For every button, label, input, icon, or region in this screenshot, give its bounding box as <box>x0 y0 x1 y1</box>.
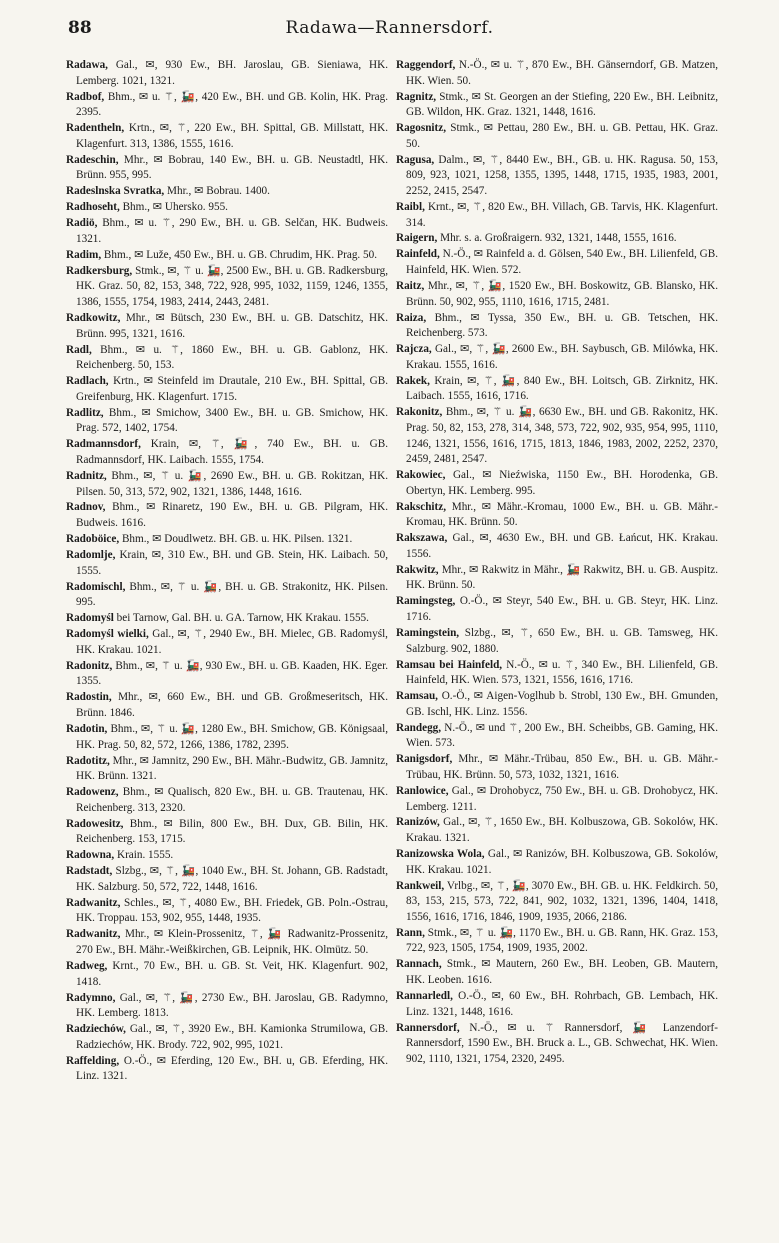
entry-details: Krtn., ✉ Steinfeld im Drautale, 210 Ew., BH. Spittal, GB. Greifenburg, HK. Klagenfurt. 1715. <box>76 375 388 403</box>
entry-placename: Rakowiec, <box>396 469 446 482</box>
entry-details: Gal., ✉ Ranizów, BH. Kolbuszowa, GB. Sokolów, HK. Krakau. 1021. <box>406 848 718 876</box>
right-column <box>396 58 718 1068</box>
page-header <box>0 0 779 50</box>
entry-placename: Radowenz, <box>66 786 119 799</box>
entry-details: Krnt., 70 Ew., BH. u. GB. St. Veit, HK. Klagenfurt. 902, 1418. <box>76 959 388 988</box>
entry-placename: Radeslnska Svratka, <box>66 185 165 198</box>
running-head: Radawa—Rannersdorf. <box>285 18 494 38</box>
entry-placename: Ramsau, <box>396 690 438 703</box>
gazetteer-entry <box>396 153 718 200</box>
entry-placename: Radkersburg, <box>66 264 133 277</box>
entry-details: O.-Ö., ✉, 60 Ew., BH. Rohrbach, GB. Lembach, HK. Linz. 1321, 1448, 1616. <box>406 989 718 1018</box>
entry-details: Gal., ✉, 930 Ew., BH. Jaroslau, GB. Sieniawa, HK. Lemberg. 1021, 1321. <box>76 59 388 87</box>
entry-placename: Radawa, <box>66 59 108 71</box>
entry-placename: Radnov, <box>66 501 106 514</box>
entry-placename: Rannach, <box>396 958 442 971</box>
entry-placename: Radostin, <box>66 691 112 704</box>
entry-details: N.-Ö., ✉ u. ⚚, 340 Ew., BH. Lilienfeld, GB. Hainfeld, HK. Wien. 573, 1321, 1556, 1616, 1716. <box>406 658 719 687</box>
entry-details: Krain. 1555. <box>114 849 174 862</box>
entry-details: Mhr., ✉ Bütsch, 230 Ew., BH. u. GB. Datschitz, HK. Brünn. 995, 1321, 1616. <box>76 312 388 340</box>
gazetteer-entry <box>66 896 388 927</box>
entry-details: Bhm., ✉ Qualisch, 820 Ew., BH. u. GB. Trautenau, HK. Reichenberg. 313, 2320. <box>76 786 388 814</box>
entry-placename: Radomischl, <box>66 580 126 593</box>
gazetteer-entry <box>396 658 718 689</box>
entry-details: Gal., ✉, 4630 Ew., BH. und GB. Łańcut, HK. Krakau. 1556. <box>406 532 718 560</box>
gazetteer-entry <box>66 58 388 89</box>
entry-placename: Ragusa, <box>396 153 435 166</box>
gazetteer-entry <box>66 184 388 200</box>
entry-placename: Radomyśl wielki, <box>66 628 149 641</box>
gazetteer-entry <box>396 721 718 752</box>
entry-placename: Radweg, <box>66 959 108 972</box>
gazetteer-entry <box>66 959 388 990</box>
gazetteer-entry <box>66 1054 388 1085</box>
gazetteer-entry <box>396 468 718 499</box>
entry-placename: Radlach, <box>66 375 109 388</box>
entry-placename: Radentheln, <box>66 122 125 135</box>
gazetteer-entry <box>396 815 718 846</box>
gazetteer-entry <box>66 848 388 864</box>
gazetteer-entry <box>66 532 388 548</box>
entry-details: Mhr., ✉ Bobrau, 140 Ew., BH. u. GB. Neustadtl, HK. Brünn. 955, 995. <box>76 153 388 182</box>
gazetteer-entry <box>66 817 388 848</box>
entry-details: Bhm., ✉ Bilin, 800 Ew., BH. Dux, GB. Bilin, HK. Reichenberg. 153, 1715. <box>76 817 388 846</box>
gazetteer-entry <box>396 689 718 720</box>
entry-details: Bhm., ✉, ⚚ u. 🚂, 930 Ew., BH. u. GB. Kaaden, HK. Eger. 1355. <box>76 659 388 688</box>
entry-details: Mhr. s. a. Großraigern. 932, 1321, 1448, 1555, 1616. <box>437 232 677 245</box>
entry-details: O.-Ö., ✉ Eferding, 120 Ew., BH. u, GB. Eferding, HK. Linz. 1321. <box>76 1054 388 1083</box>
entry-placename: Ragnitz, <box>396 90 437 103</box>
gazetteer-entry <box>66 1022 388 1053</box>
gazetteer-entry <box>396 784 718 815</box>
entry-details: Mhr., ✉, 660 Ew., BH. und GB. Großmeseritsch, HK. Brünn. 1846. <box>76 691 388 719</box>
entry-details: Gal., ✉, ⚚, 3920 Ew., BH. Kamionka Strumilowa, GB. Radziechów, HK. Brody. 722, 902, 995, 1021. <box>76 1023 388 1051</box>
gazetteer-entry <box>396 957 718 988</box>
entry-details: Bhm., ✉ Luže, 450 Ew., BH. u. GB. Chrudim, HK. Prag. 50. <box>101 248 378 261</box>
entry-placename: Raggendorf, <box>396 59 456 71</box>
entry-details: N.-Ö., ✉ und ⚚, 200 Ew., BH. Scheibbs, GB. Gaming, HK. Wien. 573. <box>406 721 718 750</box>
entry-details: Gal., ✉, ⚚, 1650 Ew., BH. Kolbuszowa, GB. Sokolów, HK. Krakau. 1321. <box>406 816 718 845</box>
entry-placename: Ranlowice, <box>396 784 449 797</box>
gazetteer-entry <box>396 279 718 310</box>
entry-placename: Rannersdorf, <box>396 1021 460 1034</box>
entry-details: Krain, ✉, ⚚, 🚂, 740 Ew., BH. u. GB. Radmannsdorf, HK. Laibach. 1555, 1754. <box>76 438 388 466</box>
gazetteer-entry <box>396 1021 718 1068</box>
entry-placename: Radomyśl <box>66 612 114 625</box>
gazetteer-entry <box>396 594 718 625</box>
entry-placename: Radziechów, <box>66 1023 126 1036</box>
gazetteer-entry <box>396 500 718 531</box>
entry-placename: Radowesitz, <box>66 817 124 830</box>
entry-placename: Radlitz, <box>66 406 104 419</box>
entry-details: Bhm., ✉ Smichow, 3400 Ew., BH. u. GB. Smichow, HK. Prag. 572, 1402, 1754. <box>76 406 388 435</box>
entry-placename: Radoböice, <box>66 533 120 546</box>
entry-details: Vrlbg., ✉, ⚚, 🚂, 3070 Ew., BH. GB. u. HK. Feldkirch. 50, 83, 153, 215, 573, 722, 841, 902, 1032, 1321, 1396, 1404, 1418, 1556, 1616, 1716, 1846, 1909, 1935, 2066, 2186. <box>406 879 718 923</box>
gazetteer-entry <box>396 374 718 405</box>
entry-details: Stmk., ✉ St. Georgen an der Stiefing, 220 Ew., BH. Leibnitz, GB. Wildon, HK. Graz. 1321, 1448, 1616. <box>406 90 718 119</box>
gazetteer-entry <box>66 785 388 816</box>
gazetteer-entry <box>396 311 718 342</box>
entry-details: Bhm., ✉ u. ⚚, 1860 Ew., BH. u. GB. Gablonz, HK. Reichenberg. 50, 153. <box>76 343 388 372</box>
entry-placename: Radomlje, <box>66 549 116 562</box>
entry-details: Stmk., ✉, ⚚ u. 🚂, 2500 Ew., BH. u. GB. Radkersburg, HK. Graz. 50, 82, 153, 348, 722, 928, 995, 1032, 1159, 1246, 1355, 1386, 1555, 1754, 1983, 2414, 2443, 2481. <box>76 264 388 309</box>
entry-placename: Rakonitz, <box>396 406 443 419</box>
entry-placename: Ramingsteg, <box>396 595 456 608</box>
entry-placename: Randegg, <box>396 721 442 734</box>
entry-details: Bhm., ✉ Uhersko. 955. <box>119 201 228 214</box>
gazetteer-entry <box>396 879 718 926</box>
entry-placename: Radiö, <box>66 217 98 230</box>
entry-placename: Raffelding, <box>66 1054 120 1067</box>
gazetteer-entry <box>66 311 388 342</box>
entry-placename: Ranizów, <box>396 816 440 829</box>
entry-details: Gal., ✉, ⚚, 🚂, 2730 Ew., BH. Jaroslau, GB. Radymno, HK. Lemberg. 1813. <box>76 991 388 1020</box>
gazetteer-entry <box>66 580 388 611</box>
entry-details: Mhr., ✉ Klein-Prossenitz, ⚚, 🚂 Radwanitz-Prossenitz, 270 Ew., BH. Mähr.-Weißkirchen, GB. Leipnik, HK. Olmütz. 50. <box>76 928 388 956</box>
gazetteer-entry <box>396 342 718 373</box>
entry-placename: Rajcza, <box>396 343 432 356</box>
entry-details: N.-Ö., ✉ u. ⚚ Rannersdorf, 🚂 Lanzendorf-Rannersdorf, 1590 Ew., BH. Bruck a. L., GB. Schwechat, HK. Wien. 902, 1110, 1321, 1754, 2320, 2495. <box>406 1021 718 1065</box>
entry-placename: Rankweil, <box>396 879 445 892</box>
gazetteer-entry <box>66 627 388 658</box>
entry-details: bei Tarnow, Gal. BH. u. GA. Tarnow, HK Krakau. 1555. <box>113 612 369 625</box>
entry-placename: Radymno, <box>66 991 116 1004</box>
gazetteer-entry <box>66 374 388 405</box>
gazetteer-entry <box>66 200 388 216</box>
entry-placename: Rakschitz, <box>396 500 447 513</box>
entry-details: Bhm., ✉, ⚚ u. 🚂, 2690 Ew., BH. u. GB. Rokitzan, HK. Pilsen. 50, 313, 572, 902, 1321, 1386, 1448, 1616. <box>76 469 388 498</box>
gazetteer-entry <box>66 500 388 531</box>
gazetteer-entry <box>66 690 388 721</box>
gazetteer-entry <box>66 264 388 311</box>
entry-details: Bhm., ✉ Rinaretz, 190 Ew., BH. u. GB. Pilgram, HK. Budweis. 1616. <box>76 501 388 530</box>
gazetteer-entry <box>396 200 718 231</box>
gazetteer-entry <box>66 548 388 579</box>
gazetteer-entry <box>66 437 388 468</box>
gazetteer-entry <box>396 90 718 121</box>
entry-placename: Radotitz, <box>66 754 110 767</box>
gazetteer-entry <box>396 989 718 1020</box>
entry-placename: Radowna, <box>66 849 115 862</box>
gazetteer-entry <box>66 611 388 627</box>
entry-details: Stmk., ✉, ⚚ u. 🚂, 1170 Ew., BH. u. GB. Rann, HK. Graz. 153, 722, 923, 1505, 1754, 1909, 1935, 2002. <box>406 926 718 955</box>
gazetteer-entry <box>66 216 388 247</box>
entry-details: Stmk., ✉ Pettau, 280 Ew., BH. u. GB. Pettau, HK. Graz. 50. <box>406 122 718 150</box>
entry-details: Stmk., ✉ Mautern, 260 Ew., BH. Leoben, GB. Mautern, HK. Leoben. 1616. <box>406 958 718 986</box>
entry-details: Schles., ✉, ⚚, 4080 Ew., BH. Friedek, GB. Poln.-Ostrau, HK. Troppau. 153, 902, 955, 1448, 1935. <box>76 896 388 925</box>
entry-details: N.-Ö., ✉ Rainfeld a. d. Gölsen, 540 Ew., BH. Lilienfeld, GB. Hainfeld, HK. Wien. 572. <box>406 248 718 277</box>
entry-placename: Ragosnitz, <box>396 122 447 135</box>
gazetteer-entry <box>396 752 718 783</box>
entry-details: Bhm., ✉ u. ⚚, 🚂, 420 Ew., BH. und GB. Kolin, HK. Prag. 2395. <box>76 90 388 119</box>
entry-placename: Radwanitz, <box>66 896 121 909</box>
gazetteer-entry <box>66 248 388 264</box>
entry-placename: Ranizowska Wola, <box>396 848 485 861</box>
entry-details: Krtn., ✉, ⚚, 220 Ew., BH. Spittal, GB. Millstatt, HK. Klagenfurt. 313, 1386, 1555, 1616. <box>76 122 388 150</box>
entry-details: Bhm., ✉ u. ⚚, 290 Ew., BH. u. GB. Selčan, HK. Budweis. 1321. <box>76 217 388 245</box>
gazetteer-entry <box>66 659 388 690</box>
entry-details: Dalm., ✉, ⚚, 8440 Ew., BH., GB. u. HK. Ragusa. 50, 153, 809, 923, 1021, 1258, 1355, 1395, 1448, 1715, 1935, 1983, 2001, 2252, 2415, 2547. <box>406 153 718 197</box>
entry-details: Gal., ✉ Drohobycz, 750 Ew., BH. u. GB. Drohobycz, HK. Lemberg. 1211. <box>406 784 718 813</box>
entry-placename: Radkowitz, <box>66 312 121 325</box>
entry-details: Gal., ✉, ⚚, 2940 Ew., BH. Mielec, GB. Radomyśl, HK. Krakau. 1021. <box>76 628 388 656</box>
entry-details: Slzbg., ✉, ⚚, 650 Ew., BH. u. GB. Tamsweg, HK. Salzburg. 902, 1880. <box>406 627 718 655</box>
entry-placename: Radnitz, <box>66 469 107 482</box>
entry-placename: Rann, <box>396 926 425 939</box>
entry-placename: Radl, <box>66 343 92 356</box>
entry-placename: Radhoseht, <box>66 201 120 214</box>
entry-placename: Rannarledl, <box>396 989 453 1002</box>
entry-placename: Rakek, <box>396 374 430 387</box>
entry-placename: Rakszawa, <box>396 532 448 545</box>
entry-placename: Rainfeld, <box>396 248 440 261</box>
entry-placename: Ranigsdorf, <box>396 753 453 766</box>
entry-details: Krnt., ✉, ⚚, 820 Ew., BH. Villach, GB. Tarvis, HK. Klagenfurt. 314. <box>406 200 718 229</box>
entry-details: Bhm., ✉ Tyssa, 350 Ew., BH. u. GB. Tetschen, HK. Reichenberg. 573. <box>406 311 718 340</box>
entry-details: Bhm., ✉, ⚚ u. 🚂, BH. u. GB. Strakonitz, HK. Pilsen. 995. <box>76 580 388 609</box>
entry-placename: Radonitz, <box>66 659 113 672</box>
gazetteer-entry <box>66 121 388 152</box>
entry-details: Gal., ✉ Nieźwiska, 1150 Ew., BH. Horodenka, GB. Obertyn, HK. Lemberg. 995. <box>406 469 718 497</box>
entry-placename: Ramingstein, <box>396 627 460 640</box>
entry-details: Mhr., ✉, ⚚, 🚂, 1520 Ew., BH. Boskowitz, GB. Blansko, HK. Brünn. 50, 902, 955, 1110, 1616, 1715, 2481. <box>406 280 718 308</box>
entry-placename: Raibl, <box>396 200 425 213</box>
gazetteer-entry <box>66 991 388 1022</box>
entry-details: Bhm., ✉ Doudlwetz. BH. GB. u. HK. Pilsen. 1321. <box>119 533 353 546</box>
gazetteer-entry <box>396 926 718 957</box>
entry-details: Mhr., ✉ Jamnitz, 290 Ew., BH. Mähr.-Budwitz, GB. Jamnitz, HK. Brünn. 1321. <box>76 754 388 783</box>
gazetteer-entry <box>66 754 388 785</box>
entry-details: Bhm., ✉, ⚚ u. 🚂, 6630 Ew., BH. und GB. Rakonitz, HK. Prag. 50, 82, 153, 278, 314, 348, 573, 722, 902, 935, 954, 995, 1110, 1246, 1321, 1556, 1616, 1715, 1813, 1846, 1983, 2002, 2252, 2370, 2459, 2481, 2547. <box>406 406 718 466</box>
entry-details: Mhr., ✉ Rakwitz in Mähr., 🚂 Rakwitz, BH. u. GB. Auspitz. HK. Brünn. 50. <box>406 563 718 592</box>
entry-placename: Raitz, <box>396 280 425 293</box>
entry-placename: Raigern, <box>396 232 438 245</box>
entry-placename: Radstadt, <box>66 865 113 878</box>
gazetteer-entry <box>396 847 718 878</box>
entry-details: O.-Ö., ✉ Aigen-Voglhub b. Strobl, 130 Ew., BH. Gmunden, GB. Ischl, HK. Linz. 1556. <box>406 690 718 718</box>
entry-placename: Ramsau bei Hainfeld, <box>396 658 503 671</box>
entry-details: O.-Ö., ✉ Steyr, 540 Ew., BH. u. GB. Steyr, HK. Linz. 1716. <box>406 595 718 624</box>
entry-placename: Radwanitz, <box>66 928 121 941</box>
entry-placename: Rakwitz, <box>396 563 439 576</box>
entry-details: Mhr., ✉ Bobrau. 1400. <box>164 185 270 198</box>
entry-placename: Radotin, <box>66 722 108 735</box>
gazetteer-entry <box>66 90 388 121</box>
gazetteer-entry <box>66 927 388 958</box>
gazetteer-entry <box>66 153 388 184</box>
left-column <box>66 58 388 1085</box>
entry-details: Gal., ✉, ⚚, 🚂, 2600 Ew., BH. Saybusch, GB. Milówka, HK. Krakau. 1555, 1616. <box>406 343 718 371</box>
entry-details: Slzbg., ✉, ⚚, 🚂, 1040 Ew., BH. St. Johann, GB. Radstadt, HK. Salzburg. 50, 572, 722, 1448, 1616. <box>76 865 388 893</box>
gazetteer-entry <box>396 563 718 594</box>
entry-details: Bhm., ✉, ⚚ u. 🚂, 1280 Ew., BH. Smichow, GB. Königsaal, HK. Prag. 50, 82, 572, 1266, 1386, 1782, 2395. <box>76 722 388 751</box>
entry-placename: Raiza, <box>396 311 427 324</box>
gazetteer-entry <box>66 864 388 895</box>
entry-details: Mhr., ✉ Mähr.-Trübau, 850 Ew., BH. u. GB. Mähr.-Trübau, HK. Brünn. 50, 573, 1032, 1321, 1616. <box>406 753 718 781</box>
entry-placename: Radbof, <box>66 90 105 103</box>
page-number: 88 <box>68 18 92 38</box>
gazetteer-entry <box>396 405 718 467</box>
entry-placename: Radeschin, <box>66 153 119 166</box>
entry-placename: Radmannsdorf, <box>66 438 141 451</box>
gazetteer-entry <box>396 231 718 247</box>
entry-details: Krain, ✉, 310 Ew., BH. und GB. Stein, HK. Laibach. 50, 1555. <box>76 549 388 577</box>
entry-placename: Radim, <box>66 248 102 261</box>
gazetteer-entry <box>66 722 388 753</box>
entry-details: N.-Ö., ✉ u. ⚚, 870 Ew., BH. Gänserndorf, GB. Matzen, HK. Wien. 50. <box>406 59 718 87</box>
gazetteer-entry <box>66 343 388 374</box>
gazetteer-entry <box>396 531 718 562</box>
gazetteer-entry <box>66 406 388 437</box>
entry-details: Krain, ✉, ⚚, 🚂, 840 Ew., BH. Loitsch, GB. Zirknitz, HK. Laibach. 1555, 1616, 1716. <box>406 374 718 403</box>
gazetteer-entry <box>396 247 718 278</box>
gazetteer-entry <box>396 626 718 657</box>
entry-details: Mhr., ✉ Mähr.-Kromau, 1000 Ew., BH. u. GB. Mähr.-Kromau, HK. Brünn. 50. <box>406 500 718 529</box>
gazetteer-entry <box>396 121 718 152</box>
gazetteer-entry <box>396 58 718 89</box>
gazetteer-entry <box>66 469 388 500</box>
